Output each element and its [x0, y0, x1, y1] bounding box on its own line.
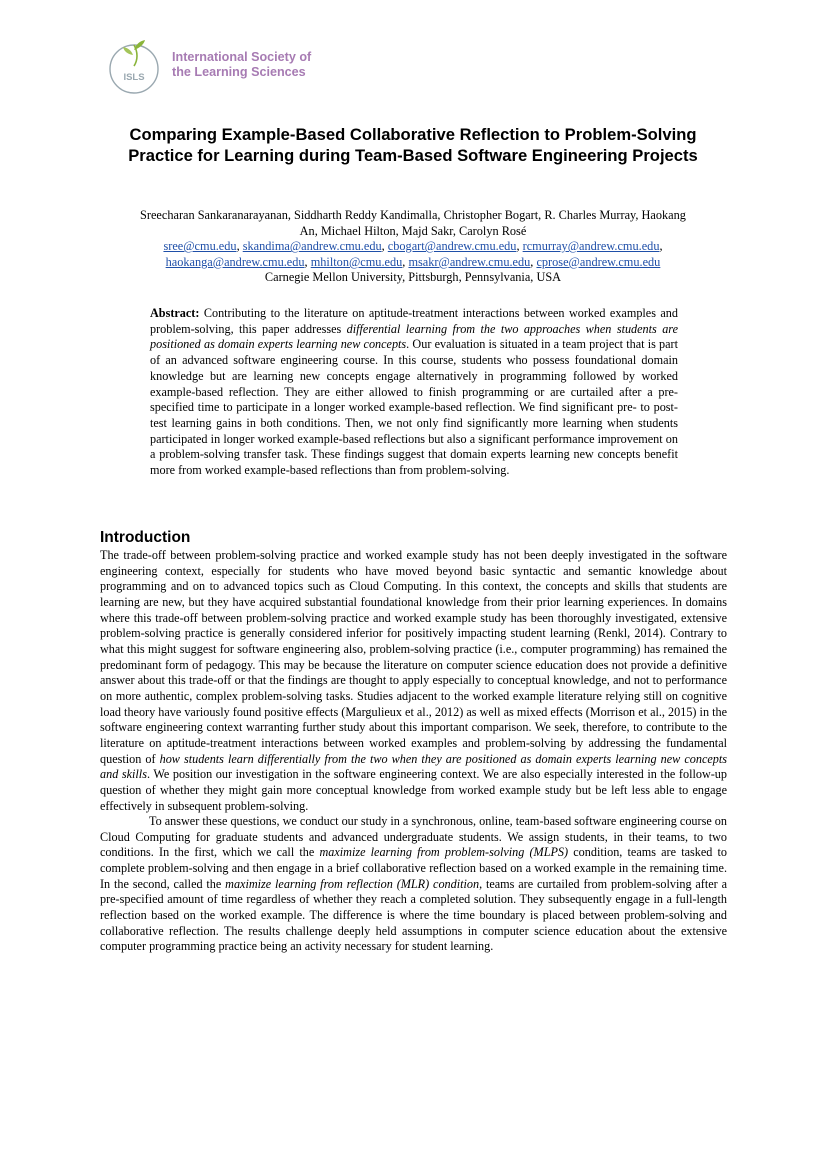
intro-p1-emphasis: how students learn differentially from the two when they are positioned as domain experts learning new concepts and skills: [100, 751, 727, 782]
section-heading-introduction: Introduction: [100, 529, 191, 546]
email-separator: ,: [659, 239, 663, 254]
email-link[interactable]: haokanga@andrew.cmu.edu: [165, 254, 305, 269]
isls-wordmark-line1: International Society of: [172, 50, 312, 64]
email-separator: ,: [304, 254, 311, 269]
email-separator: ,: [402, 254, 409, 269]
affiliation: Carnegie Mellon University, Pittsburgh, Pennsylvania, USA: [264, 270, 562, 285]
intro-p1-text-a: The trade-off between problem-solving practice and worked example study has not been deeply investigated in the software engineering context, especially for students who have moved beyond basic syntactic and semantic knowledge about programming and on to advanced topics such as Cloud Computing. In this context, the concepts and skills that students are learning are new, but they have acquired substantial foundational knowledge from their prior learning experiences. In domains where this trade-off between problem-solving practice and worked example study has been thoroughly investigated, extensive problem-solving practice is generally considered inferior for positively impacting student learning (Renkl, 2014). Contrary to what this might suggest for software engineering also, problem-solving practice (i.e., computer programming) has remained the predominant form of pedagogy. This may be because the literature on computer science education does not provide a definitive answer about this trade-off or that the findings are thought to apply especially to conceptual knowledge, and not to performance on more authentic, complex problem-solving tasks. Studies adjacent to the worked example literature relying still on cognitive load theory have variously found positive effects (Margulieux et al., 2012) as well as mixed effects (Morrison et al., 2015) in the software engineering context warranting further study about this important comparison. We seek, therefore, to contribute to the literature on aptitude-treatment interactions between worked examples and problem-solving by addressing the fundamental question of: [100, 548, 727, 766]
intro-p2-text-c: , teams are curtailed from problem-solving after a pre-specified amount of time regardless of whether they reach a completed solution. They subsequently engage in a full-length reflection based on the worked example. The difference is where the time boundary is placed between problem-solving and collaborative reflection. The results challenge deeply held assumptions in computer science education about the extensive computer programming practice being an activity necessary for student learning.: [100, 876, 727, 954]
email-link[interactable]: cprose@andrew.cmu.edu: [536, 254, 661, 269]
abstract-text-2: . Our evaluation is situated in a team project that is part of an advanced software engineering course. In this course, students who possess foundational domain knowledge but are learning new concepts engage alternatively in programming followed by worked example-based reflection. They are either allowed to finish programming or are curtailed after a pre-specified time to participate in a longer worked example-based reflection. We find significant pre- to post-test learning gains in both conditions. Then, we not only find significantly more learning when students participated in longer worked example-based reflections but also a significant performance improvement on a problem-solving transfer task. These findings suggest that domain experts learning new concepts benefit more from worked example-based reflections than from problem-solving.: [150, 337, 678, 478]
email-separator: ,: [236, 239, 243, 254]
abstract-emphasis: differential learning from the two approaches when students are positioned as domain experts learning new concepts: [150, 321, 678, 352]
email-separator: ,: [516, 239, 523, 254]
intro-p1-text-b: . We position our investigation in the software engineering context. We are also especially interested in the follow-up question of whether they might gain more conceptual knowledge from worked example study but be left less able to engage effectively in subsequent problem-solving.: [100, 767, 727, 813]
isls-wordmark-line2: the Learning Sciences: [172, 65, 306, 79]
intro-p2-emphasis-mlr: maximize learning from reflection (MLR) condition: [225, 876, 480, 891]
emails-line-2: [100, 255, 726, 271]
email-link[interactable]: skandima@andrew.cmu.edu: [242, 239, 382, 254]
email-separator: ,: [381, 239, 388, 254]
intro-paragraph-2: [100, 814, 727, 955]
email-link[interactable]: msakr@andrew.cmu.edu: [408, 254, 531, 269]
email-link[interactable]: mhilton@cmu.edu: [310, 254, 403, 269]
isls-wordmark: [172, 50, 311, 80]
intro-p2-emphasis-mlps: maximize learning from problem-solving (MLPS): [319, 845, 569, 860]
introduction-body: [100, 548, 727, 955]
abstract-label: Abstract:: [150, 306, 200, 320]
abstract: [150, 306, 678, 479]
authors-line-1: Sreecharan Sankaranarayanan, Siddharth Reddy Kandimalla, Christopher Bogart, R. Charles Murray, Haokang: [140, 208, 686, 222]
emails-line-1: [100, 239, 726, 255]
authors-line-2: An, Michael Hilton, Majd Sakr, Carolyn Rosé: [299, 223, 527, 238]
author-block: [100, 208, 726, 286]
isls-logo: [104, 36, 344, 98]
intro-paragraph-1: [100, 548, 727, 814]
email-separator: ,: [530, 254, 537, 269]
intro-p2-text-b: condition, teams are tasked to complete problem-solving and then engage in a brief collaborative reflection based on a worked example in the remaining time. In the second, called the: [100, 845, 727, 891]
email-link[interactable]: rcmurray@andrew.cmu.edu: [522, 239, 660, 254]
abstract-text-1: Contributing to the literature on aptitude-treatment interactions between worked examples and problem-solving, this paper addresses: [150, 306, 678, 336]
intro-p2-text-a: To answer these questions, we conduct our study in a synchronous, online, team-based software engineering course on Cloud Computing for graduate students and advanced undergraduate students. We assign students, in their teams, to two conditions. In the first, which we call the: [100, 814, 727, 860]
paper-title: Comparing Example-Based Collaborative Reflection to Problem-Solving Practice for Learning during Team-Based Software Engineering Projects: [128, 125, 698, 165]
isls-badge-text: ISLS: [123, 72, 145, 83]
isls-emblem-icon: [104, 36, 170, 98]
email-link[interactable]: sree@cmu.edu: [163, 239, 237, 254]
email-link[interactable]: cbogart@andrew.cmu.edu: [387, 239, 517, 254]
